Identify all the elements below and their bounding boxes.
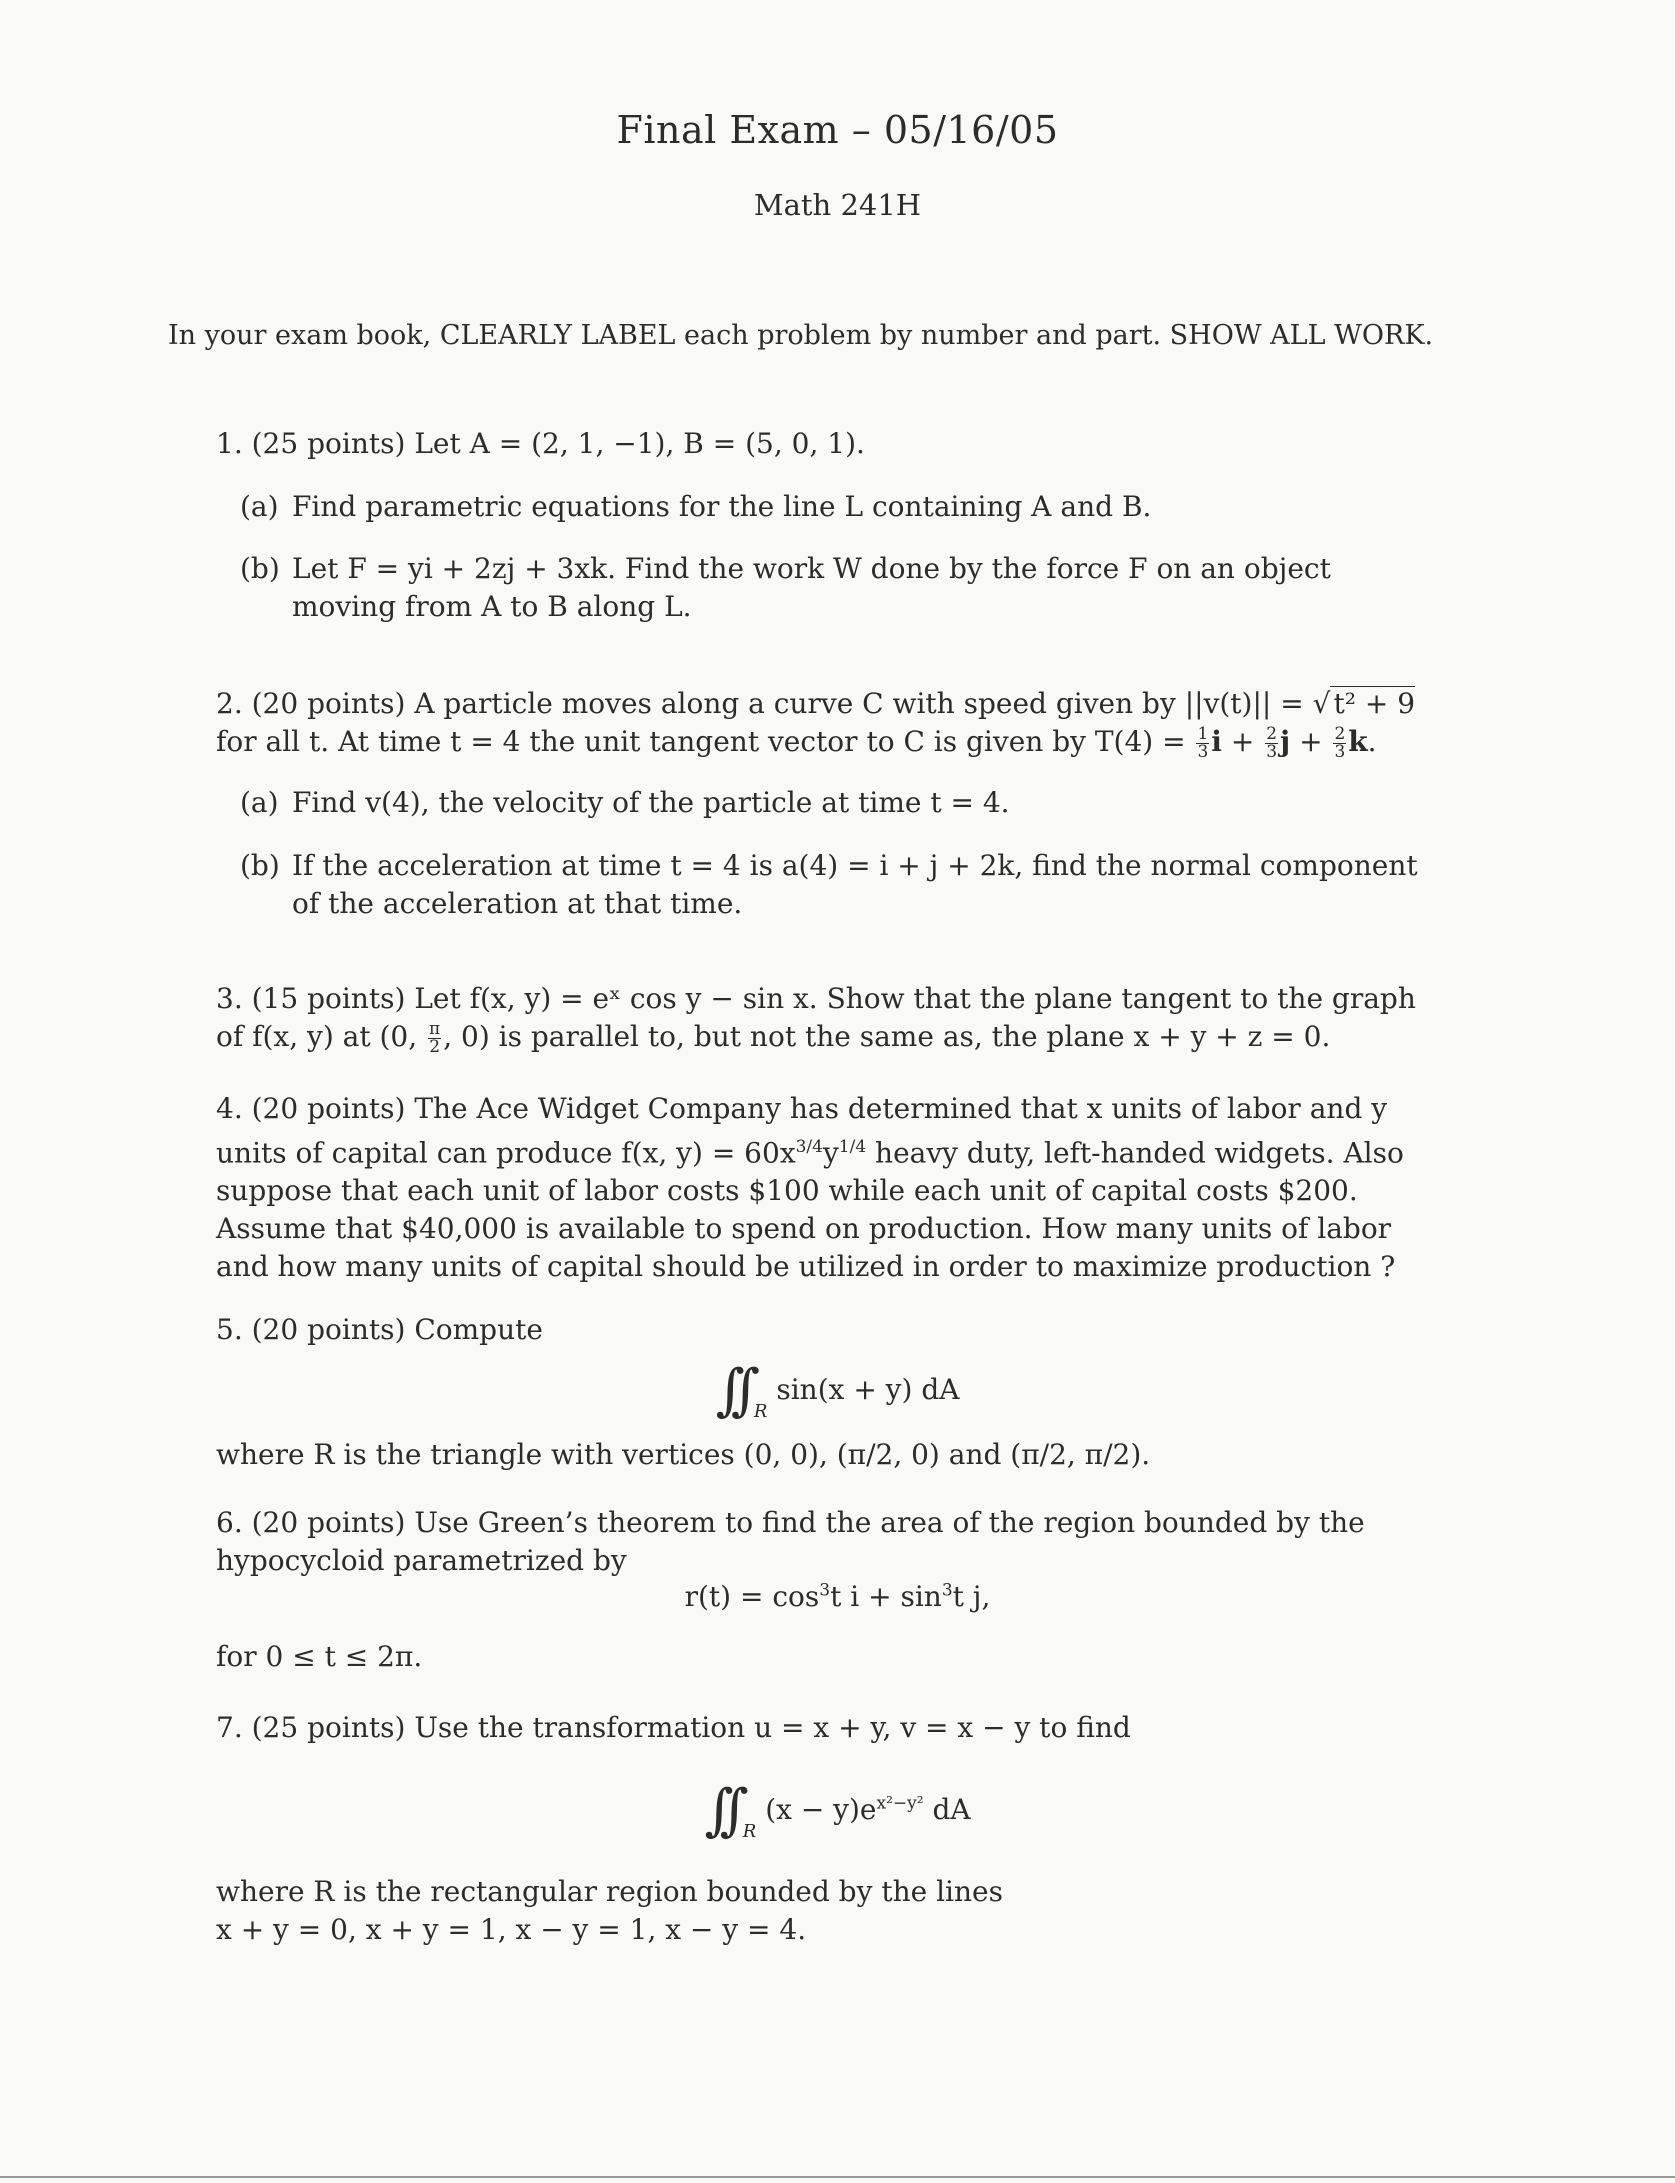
problem-stem: The Ace Widget Company has determined that x units of labor and y units of capital can produce f(x, y) = 60x [216,1092,1388,1170]
problem-5-after [216,1436,1418,1474]
problem-2: 2. (20 points) A particle moves along a curve C with speed given by ||v(t)|| = √ t² + 9 for all t. At time t = 4 the unit tangent vector to C is given by T(4) = $\frac{1}{3}$ i + $\frac{2}{3}$ j + $\frac{2}{3}$ k. [216,687,1416,762]
problem-points: (25 points) [251,1711,406,1744]
problem-5 [216,1311,1418,1349]
problem-points: (25 points) [251,427,406,460]
problem-stem: Compute [414,1313,543,1346]
problem-number: 4. [216,1092,243,1125]
integrand: sin(x + y) dA [776,1373,960,1406]
part-label: (b) [240,849,280,882]
part-text: Let F = yi + 2zj + 3xk. Find the work W done by the force F on an object moving from A to B along L. [292,552,1331,623]
problem-stem: Let A = (2, 1, −1), B = (5, 0, 1). [414,427,865,460]
double-integral-sign: ∫∫ [704,1778,735,1843]
display-math: t i + sin [830,1580,942,1613]
problem-7 [216,1709,1418,1747]
exponent: x²−y² [876,1793,924,1814]
problem-stem: Let f(x, y) = eˣ cos y − sin x. Show that the plane tangent to the graph of f(x, y) at (0, [216,982,1416,1053]
part-label: (a) [240,786,279,819]
frac-den: 2 [429,1037,441,1057]
sqrt-expression: t² + 9 [1330,686,1415,720]
integrand: dA [923,1793,971,1826]
part-label: (b) [240,552,280,585]
scan-edge-divider [0,2176,1675,2178]
exam-title: Final Exam – 05/16/05 [616,108,1059,152]
problem-text: where R is the rectangular region bounded by the lines [216,1875,1003,1908]
part-text: Find v(4), the velocity of the particle at time t = 4. [292,786,1010,819]
integral-5 [0,1358,1675,1423]
exponent: 3/4 [795,1137,823,1157]
problem-stem-var: y [822,1136,839,1170]
display-math: t j, [952,1580,991,1613]
frac-den: 3 [1334,742,1346,762]
integral-7 [0,1778,1675,1843]
problem-stem-cont: , 0) is parallel to, but not the same as, the plane x + y + z = 0. [443,1020,1331,1053]
fraction [428,1021,441,1056]
frac-num: 1 [1197,724,1209,744]
problem-number: 7. [216,1711,243,1744]
problem-stem-cont: heavy duty, left-handed widgets. Also suppose that each unit of labor costs $100 while each unit of capital costs $200. Assume that $40,000 is available to spend on production. How many units of labor and how many units of capital should be utilized in order to maximize production ? [216,1136,1404,1284]
problem-points: (15 points) [251,982,406,1015]
problem-number: 3. [216,982,243,1015]
problem-6 [216,1504,1418,1580]
problem-1a [240,488,1418,526]
frac-num: π [429,1019,441,1039]
integral-region: R [742,1821,757,1842]
problem-points: (20 points) [251,1313,406,1346]
problem-number: 5. [216,1313,243,1346]
problem-points: (20 points) [251,1506,406,1539]
problem-2b [240,847,1418,923]
problem-text: x + y = 0, x + y = 1, x − y = 1, x − y = 4. [216,1913,807,1946]
problem-points: (20 points) [251,687,406,720]
integral-region: R [753,1401,768,1422]
integrand: (x − y)e [765,1793,877,1826]
display-math: r(t) = cos [684,1580,820,1613]
parametrization [0,1580,1675,1613]
frac-den: 3 [1266,742,1278,762]
problem-number: 6. [216,1506,243,1539]
problem-text: for 0 ≤ t ≤ 2π. [216,1640,423,1673]
problem-6-after [216,1638,1418,1676]
problem-3 [216,980,1418,1056]
exponent: 1/4 [838,1137,867,1157]
frac-num: 2 [1334,724,1346,744]
part-text: Find parametric equations for the line L containing A and B. [292,490,1152,523]
problem-1b [240,550,1418,626]
fraction [1333,726,1346,761]
sqrt-sign: √ [1312,687,1331,720]
problem-number: 2. [216,687,243,720]
problem-points: (20 points) [251,1092,406,1125]
exponent: 3 [941,1580,953,1601]
fraction [1196,726,1209,761]
part-label: (a) [240,490,279,523]
part-text: If the acceleration at time t = 4 is a(4) = i + j + 2k, find the normal component of the acceleration at that time. [292,849,1418,920]
problem-2a [240,784,1418,822]
problem-number: 1. [216,427,243,460]
frac-den: 3 [1197,742,1209,762]
problem-stem: A particle moves along a curve C with speed given by ||v(t)|| = [414,687,1313,720]
frac-num: 2 [1266,724,1278,744]
problem-stem: Use Green’s theorem to find the area of the region bounded by the hypocycloid parametrized by [216,1506,1365,1577]
double-integral-sign: ∫∫ [715,1358,746,1423]
fraction [1265,726,1278,761]
problem-stem-cont: for all t. At time t = 4 the unit tangent vector to C is given by T(4) = [216,725,1195,758]
problem-1 [216,425,1418,463]
problem-text: where R is the triangle with vertices (0, 0), (π/2, 0) and (π/2, π/2). [216,1438,1151,1471]
course-name: Math 241H [753,188,922,222]
problem-7-after [216,1873,1418,1949]
problem-4 [216,1090,1418,1286]
problem-stem: Use the transformation u = x + y, v = x − y to find [414,1711,1131,1744]
exponent: 3 [819,1580,831,1601]
instructions: In your exam book, CLEARLY LABEL each problem by number and part. SHOW ALL WORK. [168,320,1434,351]
